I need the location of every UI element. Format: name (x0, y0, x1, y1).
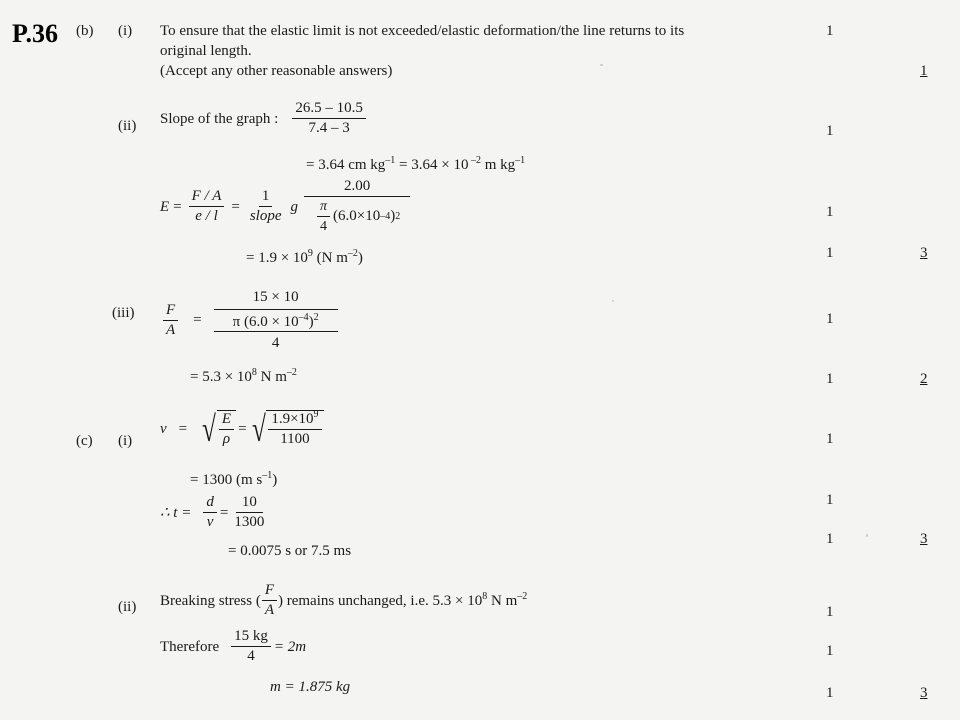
scan-speck (866, 534, 868, 537)
scan-speck (612, 300, 614, 302)
c-i-mark-1: 1 (826, 431, 834, 447)
mass-equation: Therefore $\frac{15 kg}{4}$ = 2m (160, 628, 307, 664)
inverse-slope-fraction: $\frac{1}{\text{slope}}$ (249, 188, 282, 224)
sqrt-e-over-rho: √ $\frac{E}{\rho}$ (199, 410, 236, 448)
time-result: = 0.0075 s or 7.5 ms (228, 543, 352, 559)
part-b-iii-label: (iii) (112, 305, 135, 321)
slope-fraction (292, 100, 366, 137)
scan-speck (600, 64, 603, 66)
stress-fraction: 15 × 10 π $(6.0 \times 10^{-4})^2$ 4 (214, 288, 338, 352)
mass-result: m = 1.875 kg (270, 679, 351, 695)
modulus-equation: E = $\frac{F / A}{e / l}$ = $\frac{1}{\text{slope}}$ g 2.00 $\frac{\pi}{4}$ (6.0×10 –4 ) 2 (160, 178, 413, 235)
time-equation: ∴ t = $\frac{d}{v}$ = $\frac{10}{1300}$ (160, 494, 265, 530)
b-iii-total: 2 (920, 371, 928, 387)
b-i-line1: To ensure that the elastic limit is not exceeded/elastic deformation/the line returns to its (160, 23, 685, 39)
part-c-label: (c) (76, 433, 93, 449)
page-label: P.36 (12, 19, 58, 48)
force-over-area-fraction: 2.00 $\frac{\pi}{4}$ (6.0×10 –4 ) 2 (304, 178, 410, 235)
b-ii-total: 3 (920, 245, 928, 261)
breaking-stress-line: Breaking stress ( $\frac{F}{A}$ ) remains unchanged, i.e. $5.3 \times 10^8$ N $m^{-2}$ (160, 582, 528, 618)
c-i-total: 3 (920, 531, 928, 547)
stress-symbol: $\frac{F}{A}$ (163, 302, 178, 339)
stress-result: = $5.3 \times 10^8$ N $m^{-2}$ (190, 367, 297, 385)
b-iii-mark-1: 1 (826, 311, 834, 327)
c-ii-mark-3: 1 (826, 685, 834, 701)
b-i-mark: 1 (826, 23, 834, 39)
stress-strain-fraction: $\frac{F / A}{e / l}$ (189, 188, 225, 225)
part-c-i-label: (i) (118, 433, 133, 449)
slope-result: = 3.64 cm $kg^{-1} = 3.64 \times 10$ $^{-2}$ m $kg^{-1}$ (306, 155, 526, 173)
modulus-result: = $1.9 \times 10^9$ (N $m^{-2}$) (246, 248, 363, 266)
speed-result: = 1300 (m $s^{-1}$) (190, 470, 278, 488)
wave-speed-equation: v = √ $\frac{E}{\rho}$ = √ $\frac{1.9\times 10^9}{1100}$ (160, 410, 324, 448)
b-i-line2: original length. (160, 43, 252, 59)
stress-equation: $\frac{F}{A}$ = 15 × 10 π $(6.0 \times 10^{-4})^2$ 4 (160, 288, 338, 352)
slope-numerator: 26.5 – 10.5 (292, 100, 366, 119)
slope-denominator: 7.4 – 3 (308, 120, 350, 136)
b-ii-mark-3: 1 (826, 245, 834, 261)
b-ii-mark-2: 1 (826, 204, 834, 220)
e-variable: E (160, 198, 170, 215)
b-iii-mark-2: 1 (826, 371, 834, 387)
part-b-label: (b) (76, 23, 94, 39)
slope-text: Slope of the graph : (160, 110, 279, 127)
sqrt-numeric: √ $\frac{1.9\times 10^9}{1100}$ (249, 410, 324, 448)
c-i-mark-2: 1 (826, 492, 834, 508)
b-i-line3: (Accept any other reasonable answers) (160, 63, 393, 79)
c-i-mark-3: 1 (826, 531, 834, 547)
c-ii-mark-2: 1 (826, 643, 834, 659)
slope-line (160, 100, 369, 137)
b-i-total: 1 (920, 63, 928, 79)
b-ii-mark-1: 1 (826, 123, 834, 139)
c-ii-total: 3 (920, 685, 928, 701)
c-ii-mark-1: 1 (826, 604, 834, 620)
part-b-i-label: (i) (118, 23, 133, 39)
part-b-ii-label: (ii) (118, 118, 137, 134)
part-c-ii-label: (ii) (118, 599, 137, 615)
